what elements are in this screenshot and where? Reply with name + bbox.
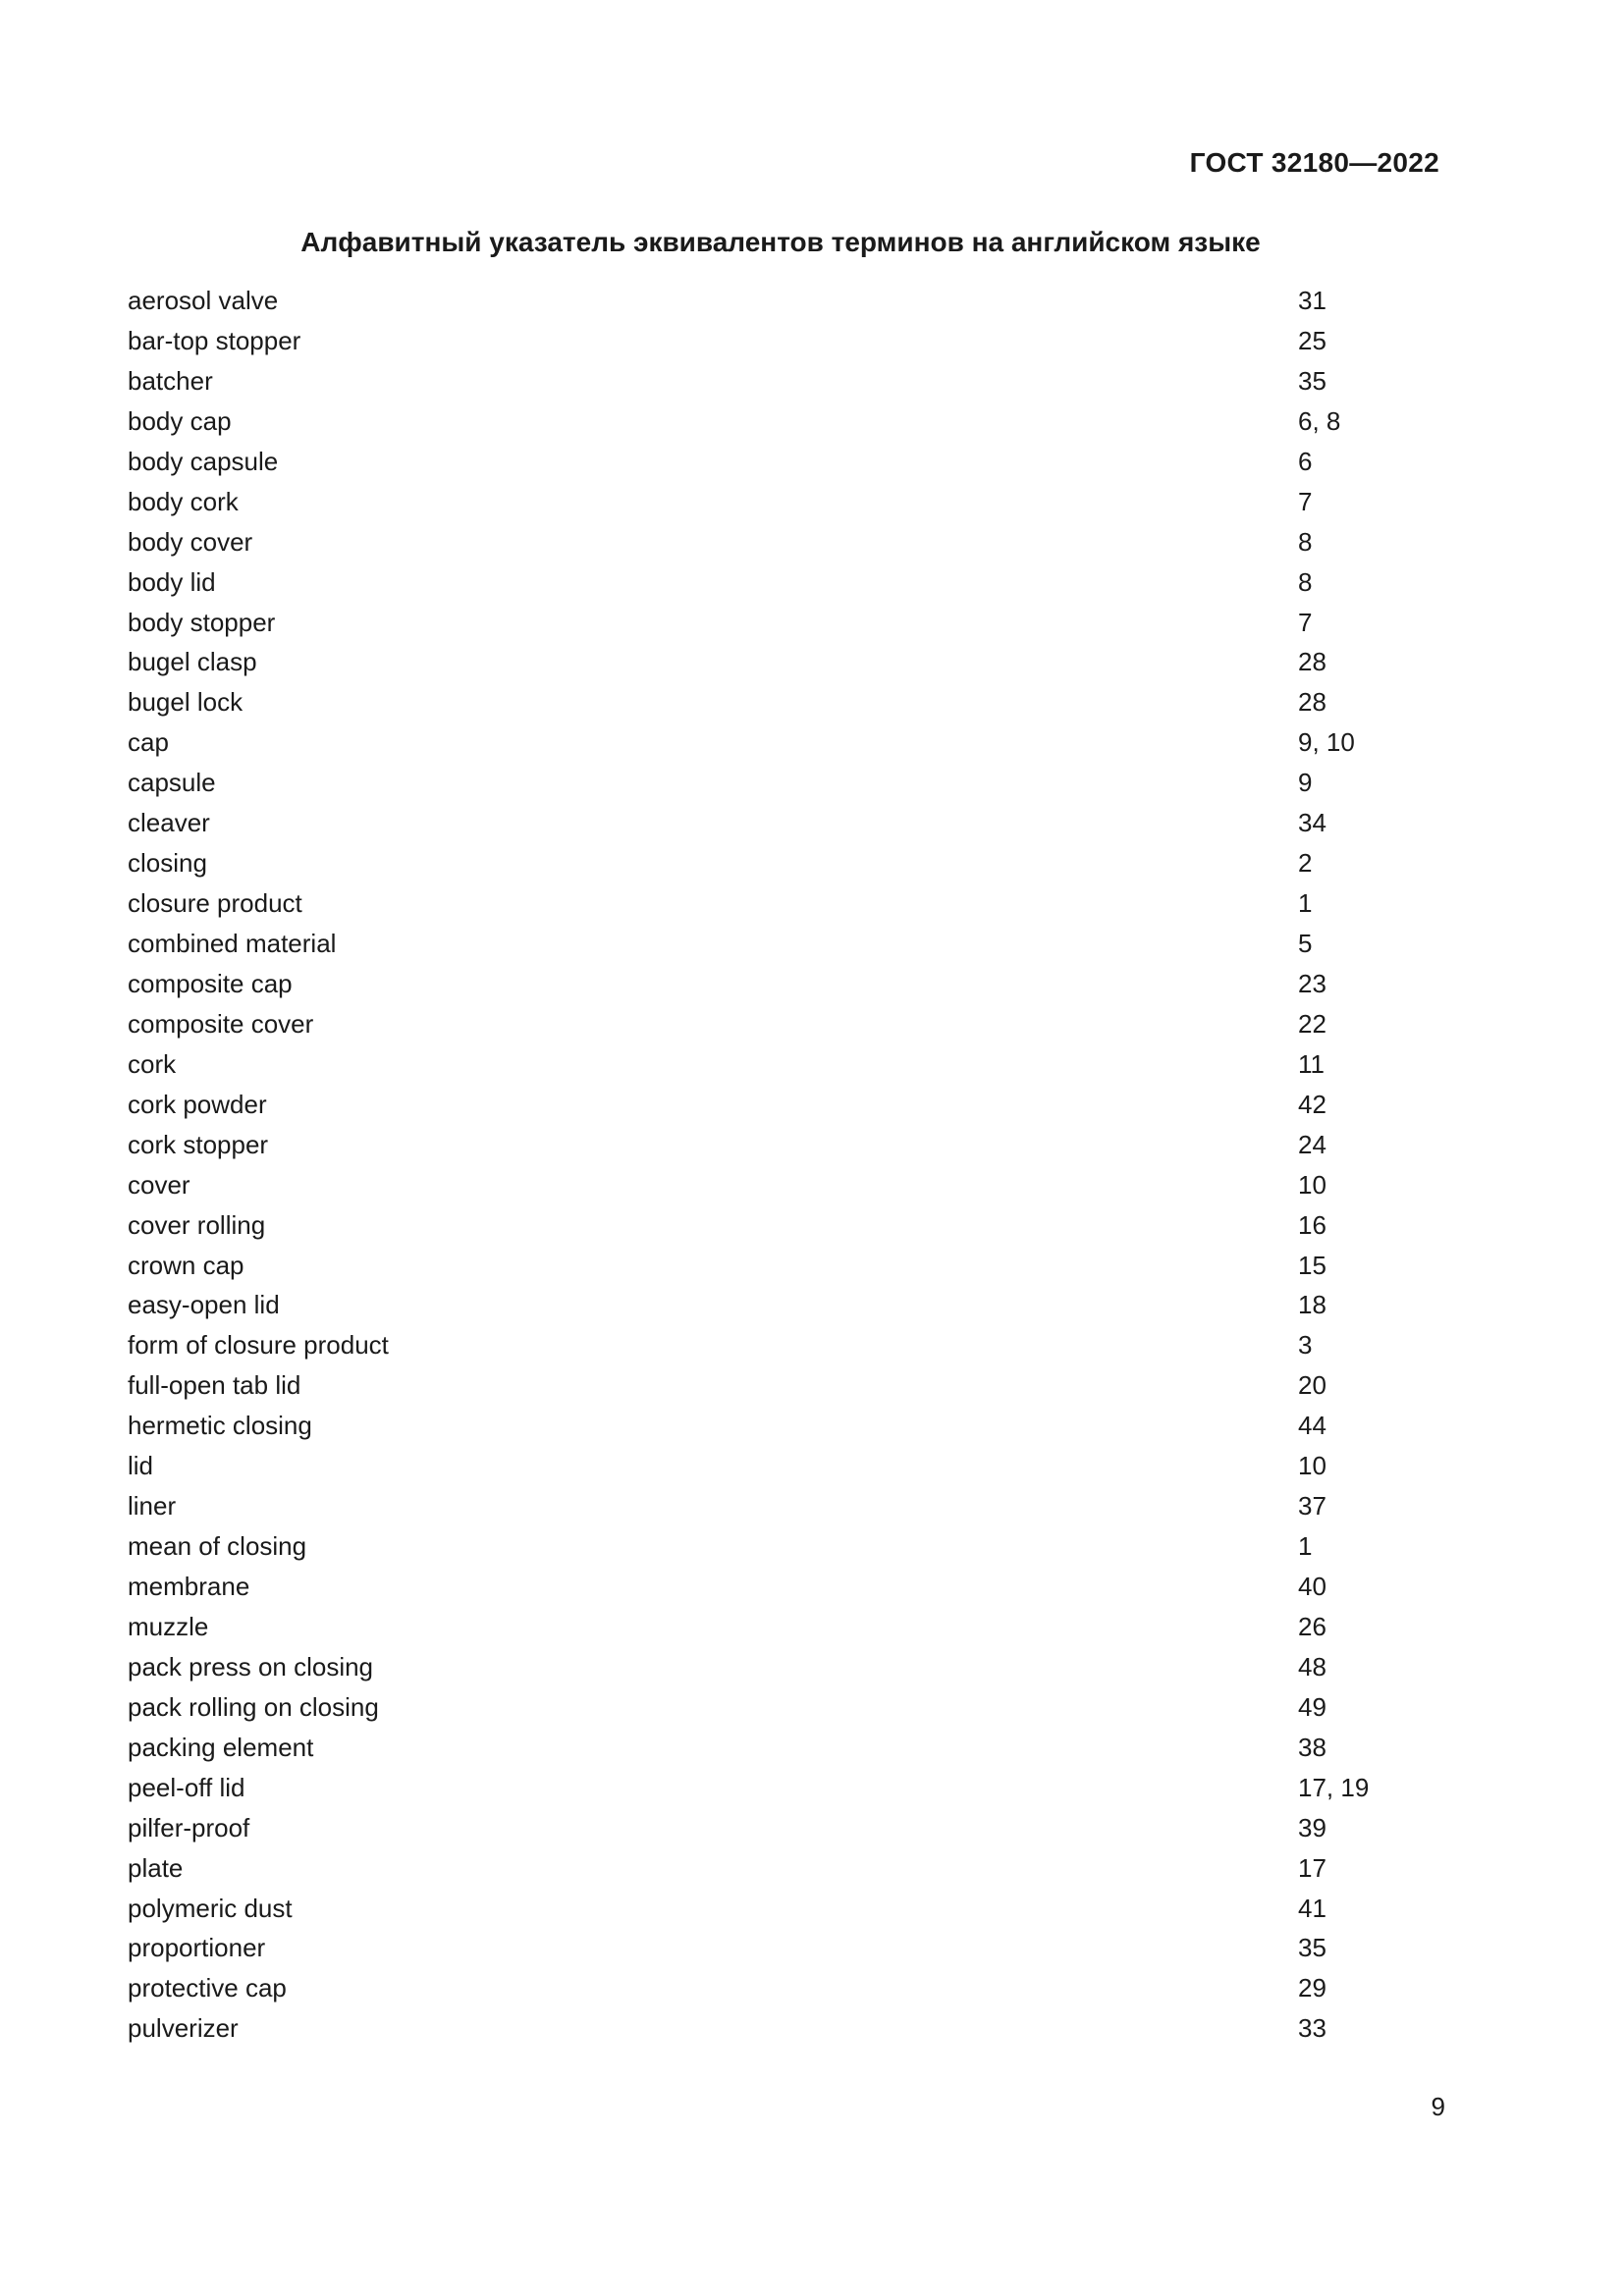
index-entry xyxy=(128,722,1404,763)
index-term-refs: 6 xyxy=(1298,446,1313,476)
index-term-refs: 28 xyxy=(1298,647,1326,677)
index-term: body stopper xyxy=(128,607,276,637)
index-term: membrane xyxy=(128,1572,250,1601)
index-entry xyxy=(128,1446,1404,1486)
index-entry xyxy=(128,883,1404,924)
index-term: cover xyxy=(128,1169,190,1200)
index-entry xyxy=(128,803,1404,843)
index-term-refs: 39 xyxy=(1298,1812,1326,1842)
index-term: body cork xyxy=(128,486,239,516)
index-entry xyxy=(128,361,1404,401)
index-term-refs: 11 xyxy=(1298,1048,1325,1079)
index-term: easy-open lid xyxy=(128,1290,280,1320)
index-term: cork stopper xyxy=(128,1129,269,1159)
index-entry xyxy=(128,924,1404,964)
index-term: cork xyxy=(128,1048,177,1079)
index-term-refs: 22 xyxy=(1298,1008,1326,1039)
index-entry xyxy=(128,281,1404,321)
index-entry xyxy=(128,321,1404,361)
index-term-refs: 18 xyxy=(1298,1290,1326,1320)
index-term-refs: 23 xyxy=(1298,968,1326,998)
index-term-refs: 15 xyxy=(1298,1250,1326,1280)
index-entry xyxy=(128,1928,1404,1968)
index-term: cap xyxy=(128,727,169,758)
index-term-refs: 49 xyxy=(1298,1691,1326,1722)
index-term-refs: 37 xyxy=(1298,1491,1326,1522)
index-term: cover rolling xyxy=(128,1209,266,1240)
index-term-refs: 44 xyxy=(1298,1411,1326,1441)
index-term-refs: 7 xyxy=(1298,607,1313,637)
index-entry xyxy=(128,1085,1404,1125)
index-entry xyxy=(128,964,1404,1004)
index-term: combined material xyxy=(128,929,337,958)
index-term-refs: 1 xyxy=(1298,888,1313,919)
index-term: packing element xyxy=(128,1732,314,1762)
index-entry xyxy=(128,1285,1404,1325)
index-term-refs: 8 xyxy=(1298,526,1313,557)
index-entry xyxy=(128,1165,1404,1205)
index-term-refs: 1 xyxy=(1298,1531,1313,1562)
index-term-refs: 31 xyxy=(1298,286,1326,315)
index-term: bugel lock xyxy=(128,687,244,718)
index-term: capsule xyxy=(128,768,216,798)
index-term-refs: 34 xyxy=(1298,808,1326,838)
index-term: plate xyxy=(128,1852,184,1883)
index-term-refs: 41 xyxy=(1298,1893,1326,1923)
index-term: cleaver xyxy=(128,808,210,838)
index-term: muzzle xyxy=(128,1611,209,1641)
index-entry xyxy=(128,1325,1404,1365)
index-term-refs: 48 xyxy=(1298,1651,1326,1682)
index-term-refs: 20 xyxy=(1298,1370,1326,1401)
index-entry xyxy=(128,1808,1404,1848)
index-term-refs: 17, 19 xyxy=(1298,1772,1370,1802)
index-term: polymeric dust xyxy=(128,1893,293,1923)
index-entry xyxy=(128,1968,1404,2008)
index-entry xyxy=(128,1044,1404,1085)
term-index-list xyxy=(128,281,1404,2049)
index-term: composite cover xyxy=(128,1008,314,1039)
index-term-refs: 42 xyxy=(1298,1089,1326,1119)
index-entry xyxy=(128,1848,1404,1889)
document-code: ГОСТ 32180—2022 xyxy=(1189,147,1439,178)
index-entry xyxy=(128,522,1404,562)
index-term: bar-top stopper xyxy=(128,325,301,355)
index-term: pack rolling on closing xyxy=(128,1691,379,1722)
index-term-refs: 10 xyxy=(1298,1169,1326,1200)
index-term: body lid xyxy=(128,566,216,597)
index-term: bugel clasp xyxy=(128,647,257,677)
index-term-refs: 25 xyxy=(1298,325,1326,355)
index-term-refs: 3 xyxy=(1298,1330,1313,1361)
index-term-refs: 5 xyxy=(1298,929,1313,958)
index-entry xyxy=(128,843,1404,883)
index-term-refs: 40 xyxy=(1298,1572,1326,1601)
index-entry xyxy=(128,442,1404,482)
index-term-refs: 33 xyxy=(1298,2013,1326,2044)
index-term-refs: 10 xyxy=(1298,1451,1326,1481)
index-term: body cap xyxy=(128,405,232,436)
index-entry xyxy=(128,603,1404,643)
index-term-refs: 35 xyxy=(1298,365,1326,396)
index-entry xyxy=(128,1526,1404,1567)
index-term: cork powder xyxy=(128,1089,267,1119)
index-entry xyxy=(128,682,1404,722)
index-entry xyxy=(128,1687,1404,1728)
index-entry xyxy=(128,1406,1404,1446)
index-term: lid xyxy=(128,1451,154,1481)
index-term: batcher xyxy=(128,365,213,396)
index-title: Алфавитный указатель эквивалентов терминов на английском языке xyxy=(300,227,1261,257)
index-entry xyxy=(128,1647,1404,1687)
index-term: pilfer-proof xyxy=(128,1812,250,1842)
index-term-refs: 17 xyxy=(1298,1852,1326,1883)
index-term: protective cap xyxy=(128,1973,287,2003)
index-term-refs: 9 xyxy=(1298,768,1313,798)
index-term: liner xyxy=(128,1491,177,1522)
index-term: form of closure product xyxy=(128,1330,389,1361)
index-term-refs: 38 xyxy=(1298,1732,1326,1762)
index-entry xyxy=(128,1889,1404,1929)
index-entry xyxy=(128,1205,1404,1246)
index-entry xyxy=(128,1567,1404,1607)
index-entry xyxy=(128,1004,1404,1044)
index-term: body cover xyxy=(128,526,253,557)
index-term-refs: 6, 8 xyxy=(1298,405,1341,436)
index-term: pack press on closing xyxy=(128,1651,374,1682)
index-entry xyxy=(128,1768,1404,1808)
index-entry xyxy=(128,562,1404,603)
index-term: pulverizer xyxy=(128,2013,239,2044)
index-term-refs: 35 xyxy=(1298,1933,1326,1963)
index-term: composite cap xyxy=(128,968,293,998)
index-term-refs: 7 xyxy=(1298,486,1313,516)
index-entry xyxy=(128,482,1404,522)
index-entry xyxy=(128,1728,1404,1768)
index-entry xyxy=(128,1365,1404,1406)
index-entry xyxy=(128,1607,1404,1647)
index-term-refs: 16 xyxy=(1298,1209,1326,1240)
index-term: hermetic closing xyxy=(128,1411,312,1441)
index-term-refs: 24 xyxy=(1298,1129,1326,1159)
index-term-refs: 28 xyxy=(1298,687,1326,718)
index-term: proportioner xyxy=(128,1933,266,1963)
index-entry xyxy=(128,401,1404,442)
index-term: full-open tab lid xyxy=(128,1370,301,1401)
index-term: mean of closing xyxy=(128,1531,307,1562)
index-term: body capsule xyxy=(128,446,279,476)
page-number: 9 xyxy=(1431,2092,1445,2121)
index-entry xyxy=(128,763,1404,803)
index-term-refs: 29 xyxy=(1298,1973,1326,2003)
index-entry xyxy=(128,1125,1404,1165)
index-term: crown cap xyxy=(128,1250,244,1280)
index-entry xyxy=(128,1486,1404,1526)
index-term-refs: 9, 10 xyxy=(1298,727,1355,758)
index-term-refs: 8 xyxy=(1298,566,1313,597)
index-term-refs: 2 xyxy=(1298,848,1313,879)
index-term: closure product xyxy=(128,888,302,919)
index-term: closing xyxy=(128,848,207,879)
index-entry xyxy=(128,2008,1404,2049)
index-term: peel-off lid xyxy=(128,1772,245,1802)
index-entry xyxy=(128,642,1404,682)
index-term-refs: 26 xyxy=(1298,1611,1326,1641)
index-entry xyxy=(128,1246,1404,1286)
index-term: aerosol valve xyxy=(128,286,279,315)
